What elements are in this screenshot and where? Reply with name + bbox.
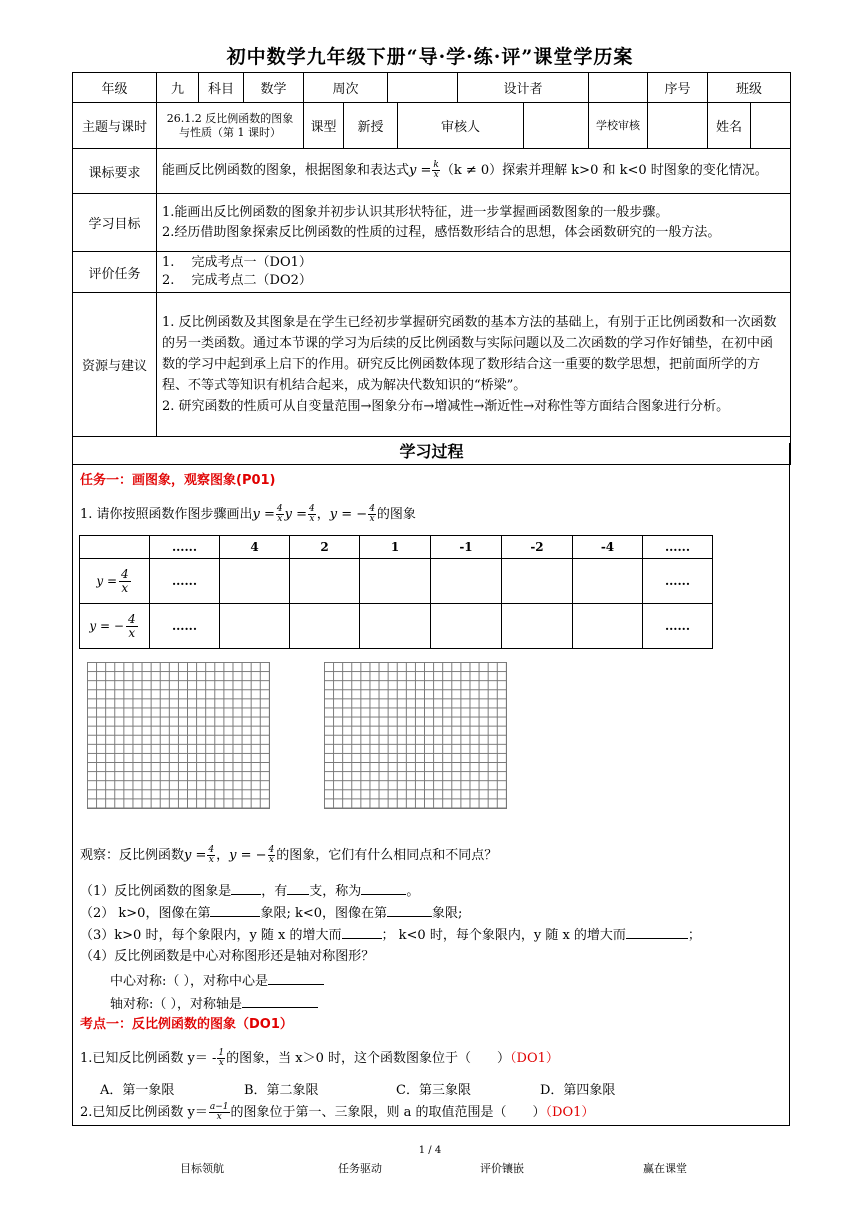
row1-label: y = $\frac{4}{x}$ bbox=[80, 559, 150, 604]
grade-value: 九 bbox=[157, 73, 199, 103]
week-label: 周次 bbox=[304, 73, 388, 103]
designer-label: 设计者 bbox=[458, 73, 589, 103]
footer-item: 评价镶嵌 bbox=[480, 1162, 524, 1175]
lesson-type-value: 新授 bbox=[344, 103, 398, 149]
observe-text: 观察：反比例函数y = $\frac{4}{x}$ ，y = − $\frac{4}{x}$ 的图象，它们有什么相同点和不同点？ bbox=[80, 845, 498, 865]
subject-value: 数学 bbox=[244, 73, 304, 103]
serial-label: 序号 bbox=[648, 73, 708, 103]
point1-heading: 考点一：反比例函数的图象（DO1） bbox=[80, 1017, 293, 1032]
subject-label: 科目 bbox=[199, 73, 244, 103]
blank[interactable] bbox=[626, 926, 688, 939]
week-value bbox=[388, 73, 458, 103]
blank[interactable] bbox=[242, 995, 318, 1008]
row2-cell[interactable] bbox=[220, 604, 290, 649]
option-a[interactable]: A．第一象限 bbox=[100, 1083, 175, 1098]
grid-right[interactable] bbox=[324, 662, 507, 809]
process-heading: 学习过程 bbox=[73, 437, 791, 465]
reviewer-value bbox=[524, 103, 589, 149]
values-header-row bbox=[80, 536, 713, 559]
resource-1: 1. 反比例函数及其图象是在学生已经初步掌握研究函数的基本方法的基础上，有别于正比例函数和一次函数的另一类函数。通过本节课的学习为后续的反比例函数与实际问题以及二次函数的学习作好铺垫，在初中函数的学习中起到承上启下的作用。研究反比例函数体现了数形结合这一重要的数学思想，把前面所学的方程、不等式等知识有机结合起来，成为解决代数知识的“桥梁”。 bbox=[162, 315, 777, 393]
designer-value bbox=[589, 73, 648, 103]
row2-cell[interactable] bbox=[431, 604, 502, 649]
row1-cell[interactable] bbox=[290, 559, 360, 604]
eval-label: 评价任务 bbox=[73, 252, 157, 293]
info-table bbox=[72, 72, 791, 465]
row2-dots-start: ...... bbox=[150, 604, 220, 649]
name-label: 姓名 bbox=[708, 103, 751, 149]
goal-1: 1.能画出反比例函数的图象并初步认识其形状特征，进一步掌握画函数图象的一般步骤。 bbox=[162, 204, 669, 220]
footer-item: 赢在课堂 bbox=[643, 1162, 687, 1175]
point1-q1: 1.已知反比例函数 y＝ - $\frac{1}{x}$ 的图象，当 x＞0 时，这个函数图象位于（ ）（DO1） bbox=[80, 1048, 559, 1068]
lesson-type-label: 课型 bbox=[304, 103, 344, 149]
page-title: 初中数学九年级下册“导·学·练·评”课堂学历案 bbox=[226, 46, 634, 68]
row1-cell[interactable] bbox=[502, 559, 573, 604]
school-review-label: 学校审核 bbox=[589, 103, 648, 149]
reviewer-label: 审核人 bbox=[398, 103, 524, 149]
row1-dots-end: ...... bbox=[643, 559, 713, 604]
row2-cell[interactable] bbox=[502, 604, 573, 649]
row2-label: y = − $\frac{4}{x}$ bbox=[80, 604, 150, 649]
name-value bbox=[751, 103, 791, 149]
values-header-cell: -4 bbox=[573, 536, 643, 559]
blank[interactable] bbox=[231, 882, 261, 895]
values-header-cell: -1 bbox=[431, 536, 502, 559]
standard-fraction: $\frac{k}{x}$ bbox=[433, 160, 439, 180]
statement-4a: 中心对称:（ ），对称中心是 bbox=[110, 972, 324, 991]
resource-text bbox=[157, 293, 791, 437]
blank[interactable] bbox=[287, 882, 309, 895]
values-header-cell: 2 bbox=[290, 536, 360, 559]
task1-heading: 任务一：画图象，观察图象(P01) bbox=[80, 473, 276, 488]
values-table bbox=[79, 535, 713, 649]
values-header-cell bbox=[80, 536, 150, 559]
statement-3: （3）k>0 时，每个象限内，y 随 x 的增大而 ； k<0 时，每个象限内，y 随 x 的增大而 ； bbox=[80, 928, 701, 943]
blank[interactable] bbox=[387, 904, 432, 917]
task1-q1: 1. 请你按照函数作图步骤画出y = $\frac{4}{x}$ y = $\frac{4}{x}$ ，y = − $\frac{4}{x}$ 的图象 bbox=[80, 504, 416, 524]
grid-left[interactable] bbox=[87, 662, 270, 809]
standard-label: 课标要求 bbox=[73, 149, 157, 194]
values-header-cell: ...... bbox=[150, 536, 220, 559]
statement-2: （2） k>0，图像在第 象限; k<0，图像在第 象限; bbox=[80, 906, 463, 921]
blank[interactable] bbox=[210, 904, 260, 917]
topic-value: 26.1.2 反比例函数的图象与性质（第 1 课时） bbox=[157, 103, 304, 149]
row1-cell[interactable] bbox=[220, 559, 290, 604]
eval-1: 1. 完成考点一（DO1） bbox=[162, 255, 312, 270]
grade-label: 年级 bbox=[73, 73, 157, 103]
page-number: 1 / 4 bbox=[418, 1145, 442, 1156]
eval-2: 2. 完成考点二（DO2） bbox=[162, 273, 312, 288]
footer-item: 目标领航 bbox=[180, 1162, 224, 1175]
class-label: 班级 bbox=[708, 73, 791, 103]
option-c[interactable]: C．第三象限 bbox=[396, 1083, 471, 1098]
option-b[interactable]: B．第二象限 bbox=[244, 1083, 319, 1098]
row1-cell[interactable] bbox=[573, 559, 643, 604]
row1-dots-start: ...... bbox=[150, 559, 220, 604]
eval-text bbox=[157, 252, 791, 293]
values-header-cell: 4 bbox=[220, 536, 290, 559]
option-d[interactable]: D．第四象限 bbox=[540, 1083, 616, 1098]
blank[interactable] bbox=[342, 926, 382, 939]
resource-2: 2. 研究函数的性质可从自变量范围→图象分布→增减性→渐近性→对称性等方面结合图象进行分析。 bbox=[162, 399, 730, 414]
values-header-cell: ...... bbox=[643, 536, 713, 559]
point1-q2: 2.已知反比例函数 y＝ $\frac{a-1}{x}$ 的图象位于第一、三象限，则 a 的取值范围是（ ）（DO1） bbox=[80, 1102, 595, 1122]
standard-text: 能画反比例函数的图象，根据图象和表达式y = $\frac{k}{x}$ （k ≠ 0）探索并理解 k>0 和 k<0 时图象的变化情况。 bbox=[157, 149, 791, 194]
statement-1: （1）反比例函数的图象是 ，有 支，称为 。 bbox=[80, 884, 420, 899]
resource-label: 资源与建议 bbox=[73, 293, 157, 437]
goal-label: 学习目标 bbox=[73, 194, 157, 252]
row1-cell[interactable] bbox=[360, 559, 431, 604]
school-review-value bbox=[648, 103, 708, 149]
statement-4: （4）反比例函数是中心对称图形还是轴对称图形？ bbox=[80, 949, 375, 964]
row1-cell[interactable] bbox=[431, 559, 502, 604]
row2-cell[interactable] bbox=[290, 604, 360, 649]
blank[interactable] bbox=[361, 882, 406, 895]
values-row-positive bbox=[80, 559, 713, 604]
values-row-negative bbox=[80, 604, 713, 649]
row2-dots-end: ...... bbox=[643, 604, 713, 649]
statement-4b: 轴对称:（ ），对称轴是 bbox=[110, 995, 318, 1014]
blank[interactable] bbox=[268, 972, 324, 985]
row2-cell[interactable] bbox=[573, 604, 643, 649]
topic-label: 主题与课时 bbox=[73, 103, 157, 149]
footer-item: 任务驱动 bbox=[338, 1162, 382, 1175]
values-header-cell: -2 bbox=[502, 536, 573, 559]
goal-2: 2.经历借助图象探索反比例函数的性质的过程，感悟数形结合的思想，体会函数研究的一般方法。 bbox=[162, 224, 721, 240]
values-header-cell: 1 bbox=[360, 536, 431, 559]
row2-cell[interactable] bbox=[360, 604, 431, 649]
goal-text bbox=[157, 194, 791, 252]
